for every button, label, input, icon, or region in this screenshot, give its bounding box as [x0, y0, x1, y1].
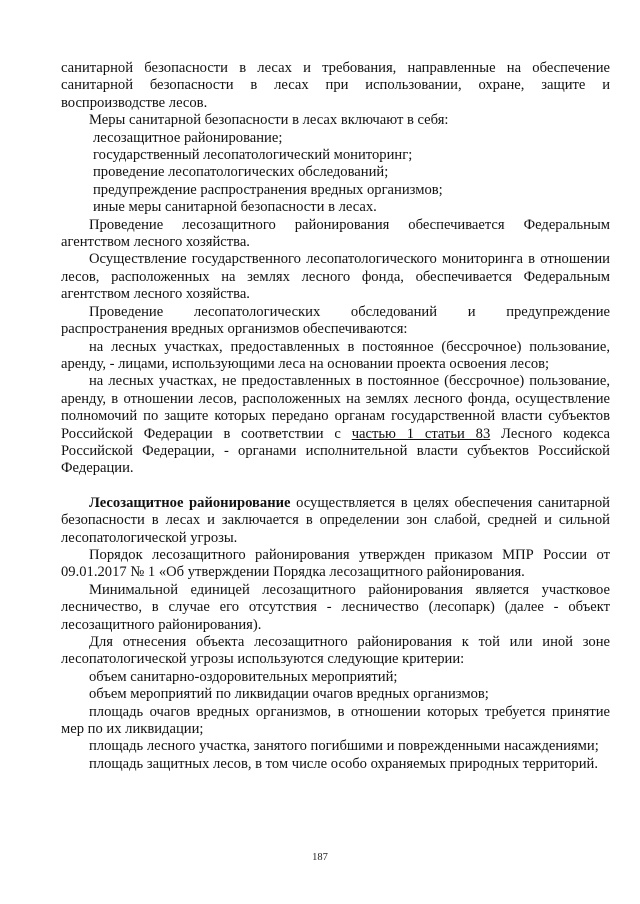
paragraph-9: Порядок лесозащитного районирования утвержден приказом МПР России от 09.01.2017 № 1 «Об утверждении Порядка лесозащитного районирования.: [61, 546, 610, 581]
list-item: предупреждение распространения вредных организмов;: [93, 181, 443, 198]
blank-line: [61, 478, 610, 495]
paragraph-1: санитарной безопасности в лесах и требования, направленные на обеспечение санитарной безопасности в лесах при использовании, охране, защите и воспроизводстве лесов.: [61, 60, 610, 111]
paragraph-5: Проведение лесопатологических обследований и предупреждение распространения вредных организмов обеспечиваются:: [61, 303, 610, 338]
page-number: 187: [312, 852, 328, 863]
paragraph-11: Для отнесения объекта лесозащитного районирования к той или иной зоне лесопатологической угрозы используются следующие критерии:: [61, 634, 610, 668]
criteria-item: площадь очагов вредных организмов, в отношении которых требуется принятие мер по их ликвидации;: [61, 703, 610, 738]
list-item: лесозащитное районирование;: [93, 129, 283, 146]
paragraph-7-text-a: на лесных участках, не предоставленных в постоянное (бессрочное) пользование, аренду, в отношении лесов, расположенных на землях лесного фонда, осуществление полномочий по защите которых передано органам государственной власти субъектов Российской Федерации в соответствии с: [61, 373, 610, 442]
list-item: проведение лесопатологических обследований;: [93, 164, 389, 181]
criteria-item: площадь защитных лесов, в том числе особо охраняемых природных территорий.: [89, 755, 598, 772]
criteria-item: площадь лесного участка, занятого погибшими и поврежденными насаждениями;: [89, 738, 599, 755]
paragraph-7-text-b: Лесного кодекса Российской Федерации, - органами исполнительной власти субъектов Российской Федерации.: [61, 425, 610, 477]
paragraph-4: Осуществление государственного лесопатологического мониторинга в отношении лесов, расположенных на землях лесного фонда, обеспечивается Федеральным агентством лесного хозяйства.: [61, 251, 610, 303]
paragraph-7: [61, 373, 610, 477]
list-item: иные меры санитарной безопасности в лесах.: [93, 199, 377, 216]
term-bold: Лесозащитное районирование: [89, 494, 291, 511]
paragraph-10: Минимальной единицей лесозащитного районирования является участковое лесничество, в случае его отсутствия - лесничество (лесопарк) (далее - объект лесозащитного районирования).: [61, 581, 610, 633]
paragraph-8-text: осуществляется в целях обеспечения санитарной безопасности в лесах и заключается в определении зон слабой, средней и сильной лесопатологической угрозы.: [61, 494, 610, 546]
paragraph-3: Проведение лесозащитного районирования обеспечивается Федеральным агентством лесного хозяйства.: [61, 216, 610, 251]
criteria-item: объем санитарно-оздоровительных мероприятий;: [89, 668, 398, 685]
list-item: государственный лесопатологический мониторинг;: [93, 147, 413, 164]
law-reference-link[interactable]: частью 1 статьи 83: [351, 425, 491, 442]
criteria-item: объем мероприятий по ликвидации очагов вредных организмов;: [89, 686, 489, 703]
paragraph-2: Меры санитарной безопасности в лесах включают в себя:: [89, 112, 449, 129]
paragraph-6: на лесных участках, предоставленных в постоянное (бессрочное) пользование, аренду, - лицами, использующими леса на основании проекта освоения лесов;: [61, 338, 610, 372]
measures-list: [61, 130, 610, 217]
paragraph-8: [61, 495, 610, 547]
criteria-list: [61, 669, 610, 773]
document-page: [61, 60, 610, 773]
